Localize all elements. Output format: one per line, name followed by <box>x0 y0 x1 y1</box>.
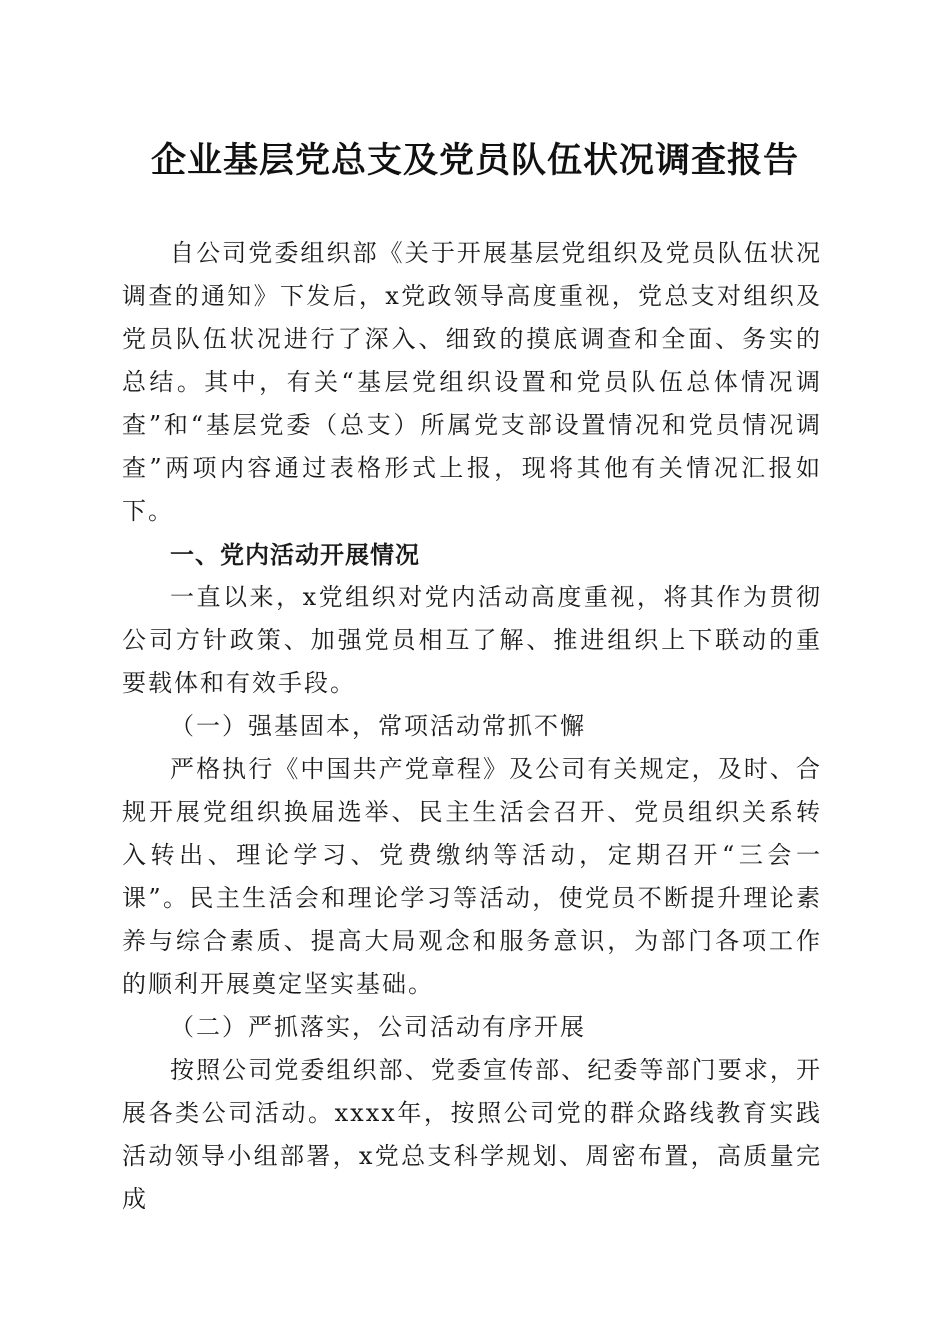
subsection-1-paragraph: 严格执行《中国共产党章程》及公司有关规定，及时、合规开展党组织换届选举、民主生活会召开、党员组织关系转入转出、理论学习、党费缴纳等活动，定期召开“三会一课”。民主生活会和理论学习等活动，使党员不断提升理论素养与综合素质、提高大局观念和服务意识，为部门各项工作的顺利开展奠定坚实基础。 <box>122 755 822 998</box>
document-title: 企业基层党总支及党员队伍状况调查报告 <box>150 140 799 181</box>
subsection-2-paragraph: 按照公司党委组织部、党委宣传部、纪委等部门要求，开展各类公司活动。xxxx年，按照公司党的群众路线教育实践活动领导小组部署，x党总支科学规划、周密布置，高质量完成 <box>122 1056 822 1213</box>
document-body <box>122 232 822 1221</box>
intro-paragraph: 自公司党委组织部《关于开展基层党组织及党员队伍状况调查的通知》下发后，x党政领导高度重视，党总支对组织及党员队伍状况进行了深入、细致的摸底调查和全面、务实的总结。其中，有关“基层党组织设置和党员队伍总体情况调查”和“基层党委（总支）所属党支部设置情况和党员情况调查”两项内容通过表格形式上报，现将其他有关情况汇报如下。 <box>122 239 822 525</box>
subsection-heading-1: （一）强基固本，常项活动常抓不懈 <box>170 712 586 740</box>
section-heading-1: 一、党内活动开展情况 <box>170 540 420 569</box>
section-1-paragraph: 一直以来，x党组织对党内活动高度重视，将其作为贯彻公司方针政策、加强党员相互了解、推进组织上下联动的重要载体和有效手段。 <box>122 583 822 697</box>
subsection-heading-2: （二）严抓落实，公司活动有序开展 <box>170 1013 586 1041</box>
